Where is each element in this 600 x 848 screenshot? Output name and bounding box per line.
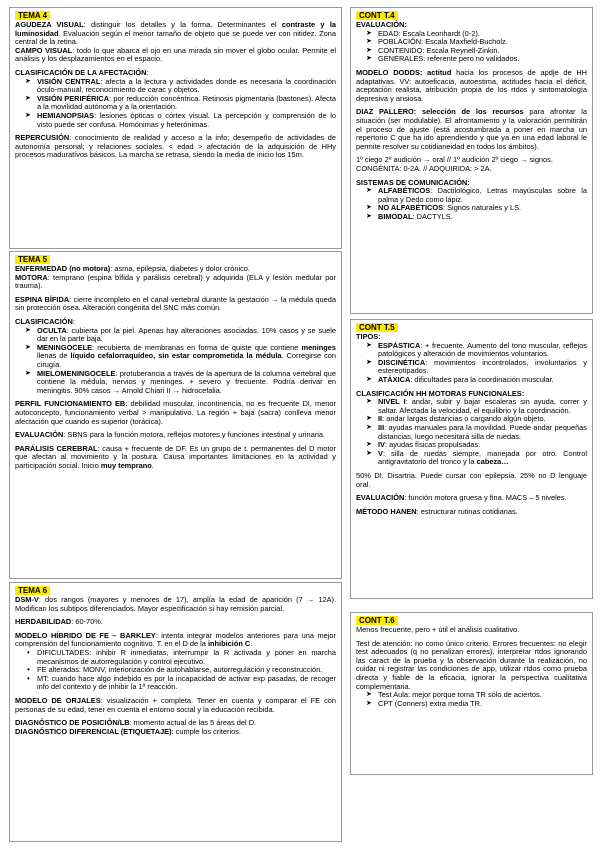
list-item: ➤ VISIÓN PERIFÉRICA: por reducción concéntrica. Retinosis pigmentaria (bastones). Afecta a la movilidad autónoma y a la orientación. [37,95,336,112]
tema6-tag: TEMA 6 [15,586,50,595]
metodo-hanen: MÉTODO HANEN: estructurar rutinas cotidianas. [356,506,518,516]
list-item: ➤ OCULTA: cubierta por la piel. Apenas hay alteraciones asociadas. 10% casos y se suele dar en la parte baja. [37,327,336,344]
test-list [356,691,587,708]
list-item: ➤ V: silla de ruedas siempre, manejada por otro. Control antigravitatorio del tronco y la cabeza… [378,450,587,467]
evaluacion-heading: EVALUACIÓN: [356,20,407,29]
cont5-tag: CONT T.5 [356,323,398,332]
list-item: ➤ NO ALFABÉTICOS: Signos naturales y LS. [378,204,587,213]
list-item: ➤ II: andar largas distancias o cargando algún objeto. [378,415,587,424]
tema6-box [9,582,342,842]
list-item: ➤ Test Aula: mejor porque toma TR sólo de aciertos. [378,691,587,700]
modelo-dodds: MODELO DODDS: actitud hacia los procesos de apdje de HH adaptativas. VV: autoeficacia, autoestima, actitudes hacia el déficit, aceptación realista, atribución propia de los rtdos y sintomatología depresiva y ansiosa. [356,67,587,103]
list-item: ➤ EDAD: Escala Leonhardt (0-2). [378,30,587,39]
list-item: ➤ NIVEL I: andar, subir y bajar escaleras sin ayuda, correr y saltar. Afectada la velocidad, el equilibrio y la coordinación. [378,398,587,415]
list-item: ➤ GENERALES: referente pero no validados. [378,55,587,64]
list-item: ➤ IV: ayudas físicas propulsadas. [378,441,587,450]
dsm-v: DSM-V: dos rangos (mayores y menores de 17), amplía la edad de aparición (7 → 12A). Modifican los subtipos diferenciados. Mayor especificación si hay remisión parcial. [15,595,336,613]
cont4-tag: CONT T.4 [356,11,398,20]
clasificacion-heading: CLASIFICACIÓN: [15,316,75,326]
intro-text: Menos frecuente, pero + útil el análisis cualitativo. [356,625,520,634]
niveles-list [356,398,587,467]
diagnostico-posicion: DIAGNÓSTICO DE POSICIÓN/LB: momento actual de las 5 áreas del D. [15,718,257,728]
clasificacion-heading: CLASIFICACIÓN HH MOTORAS FUNCIONALES: [356,388,525,398]
list-item: ➤ MIELOMENINGOCELE: protuberancia a través de la apertura de la columna vertebral que contiene la médula, nervios y meninges. + severo y frecuente. Podría derivar en meningitis. 90% casos → Arnold Chiari II → hidrocefalia. [37,370,336,396]
modelo-barkley: MODELO HÍBRIDO DE FE – BARKLEY: intenta integrar modelos anteriores para una mejor comprensión del funcionamiento cognitivo. T. en el D de la inhibición C. [15,630,336,649]
list-item: ➤ DISCINÉTICA: movimientos incontrolados, involuntarios y estereotipados. [378,359,587,376]
evaluacion: EVALUACIÓN: función motora gruesa y fina. MACS – 5 niveles. [356,493,567,503]
clasificacion-heading: CLASIFICACIÓN DE LA AFECTACIÓN: [15,67,149,77]
campo-visual: CAMPO VISUAL: todo lo que abarca el ojo en una mirada sin mover el globo ocular. Permite el análisis y los desplazamientos en el espacio. [15,45,336,64]
evaluacion-list [356,30,587,64]
list-item: • FE alteradas: MONV, interiorización de autohablarse, autorregulación y reconstrucción. [37,666,336,675]
list-item: ➤ CONTENIDO: Escala Reynell-Zinkin. [378,47,587,56]
perfil-funcionamiento: PERFIL FUNCIONAMIENTO EB: debilidad muscular, incontinencia, no es frecuente DI, menor autoconcepto, funcionamiento verbal > manipulativo. La región + baja (sacra) conlleva menor afectación que cuando es superior (torácica). [15,399,336,426]
tipos-heading: TIPOS: [356,332,381,341]
enfermedad: ENFERMEDAD (no motora): asma, epilepsia, diabetes y dolor crónico. [15,264,250,273]
list-item: ➤ ATÁXICA: dificultades para la coordinación muscular. [378,376,587,385]
motora: MOTORA: temprano (espina bífida y parálisis cerebral) y adquirida (ELA y lesión medular por trauma). [15,272,336,291]
barkley-list [15,649,336,692]
extra-info: 50% DI. Disartria. Puede cursar con epilepsia. 25% no D lenguaje oral. [356,470,587,489]
cont6-tag: CONT T.6 [356,616,398,625]
sistemas-list [356,187,587,221]
afectacion-list [15,78,336,130]
list-item: ➤ HEMIANOPSIAS: lesiones ópticas o córtex visual. La percepción y comprensión de lo visto puede ser confusa. Homónimas y heterónimas. [37,112,336,129]
list-item: ➤ CPT (Conners) extra media TR. [378,700,587,709]
list-item: ➤ VISIÓN CENTRAL: afecta a la lectura y actividades donde es necesaria la coordinación óculo-manual, reconocimiento de carac y objetos. [37,78,336,95]
tipos-list [356,342,587,385]
list-item: ➤ ESPÁSTICA: + frecuente. Aumento del tono muscular, reflejos patológicos y alteración de movimientos voluntarios. [378,342,587,359]
list-item: • MT: cuando hace algo indebido es por la incapacidad de activar exp pasadas, de recoger info del contexto y de inhibir la 1ª reacción. [37,675,336,692]
list-item: ➤ BIMODAL: DACTYLS. [378,213,587,222]
tema4-box [9,7,342,249]
ciego-line: 1º ciego 2º audición → oral // 1º audición 2º ciego → signos. [356,155,553,165]
agudeza-visual: AGUDEZA VISUAL: distinguir los detalles y la forma. Determinantes el contraste y la luminosidad. Evaluación según el menor tamaño de objeto que se puede ver con nitidez. Zona central de la retina. [15,20,336,47]
evaluacion: EVALUACIÓN: SBNS para la función motora, reflejos motores y funciones intestinal y urinaria. [15,430,325,440]
congenita-line: CONGÉNITA: 0-2A. // ADQUIRIDA: > 2A. [356,163,492,173]
cont6-box [350,612,593,775]
tema5-box [9,251,342,579]
list-item: ➤ III: ayudas manuales para la movilidad. Puede andar pequeñas distancias, luego necesitará silla de ruedas. [378,424,587,441]
modelo-orjales: MODELO DE ORJALES: visualización + completa. Tener en cuenta y comparar el FE con personas de su edad, tener en cuenta el entorno social y la educación recibida. [15,695,336,714]
list-item: • DIFICULTADES: inhibir R inmediatas, interrumpir la R activada y poner en marcha mecanismos de autorregulación y control ejecutivo. [37,649,336,666]
espina-list [15,327,336,396]
test-atencion: Test de atención: no como único criterio. Errores frecuentes: no elegir test adecuados (q no penalizan errores), interpretar rtdos ignorando las caract de la prueba y la observación durante la realización, no cuidar ni registrar las condiciones de app, utilizar rtdos como prueba directa y fiable de la eficacia, ignorar la perspectiva cualitativa complementaria. [356,638,587,691]
cont4-box [350,7,593,314]
repercusion: REPERCUSIÓN: conocimiento de realidad y acceso a la info; desempeño de actividades de autonomía personal; y relaciones sociales. < edad > afectación de la adquisición de HHy procesos maduratívos básicos. La marcha se retrasa, siendo la media de inicio los 15m. [15,133,336,160]
list-item: ➤ MENINGOCELE: recubierta de membranas en forma de quiste que contiene meninges llenas de líquido cefalorraquídeo, sin estar comprometida la médula. Corregirse con cirugía. [37,344,336,370]
cont5-box [350,319,593,599]
tema4-tag: TEMA 4 [15,11,50,20]
diagnostico-diferencial: DIAGNÓSTICO DIFERENCIAL (ETIQUETAJE): cumple los criterios. [15,726,241,736]
espina-bifida: ESPINA BÍFIDA: cierre incompleto en el canal vertebral durante la gestación → la médula queda sin protección ósea. Alteración congénita del SNC más común. [15,294,336,313]
paralisis-cerebral: PARÁLISIS CEREBRAL: causa + frecuente de DF. Es un grupo de t. permanentes del D motor que afectan al movimiento y la postura. Causa importantes limitaciones en la actividad y participación social. Inicio muy temprano. [15,443,336,470]
diaz-pallero: DIAZ PALLERO: selección de los recursos para afrontar la situación (ser modulable). El afrontamiento y la valoración permitirán el proceso de ajuste (está acostumbrada a poner en marcha un repertorio C que ha ido aprendiendo y que ya en una edad laboral le permite resolver su cotidianeidad en todos los ámbitos). [356,107,587,151]
tema5-tag: TEMA 5 [15,255,50,264]
heredabilidad: HERDABILIDAD: 60-70%. [15,617,103,627]
list-item: ➤ POBLACIÓN: Escala Maxfield-Bucholz. [378,38,587,47]
sistemas-heading: SISTEMAS DE COMUNICACIÓN: [356,177,470,187]
list-item: ➤ ALFABÉTICOS: Dactilológico, Letras mayúsculas sobre la palma y Dedo como lápiz. [378,187,587,204]
